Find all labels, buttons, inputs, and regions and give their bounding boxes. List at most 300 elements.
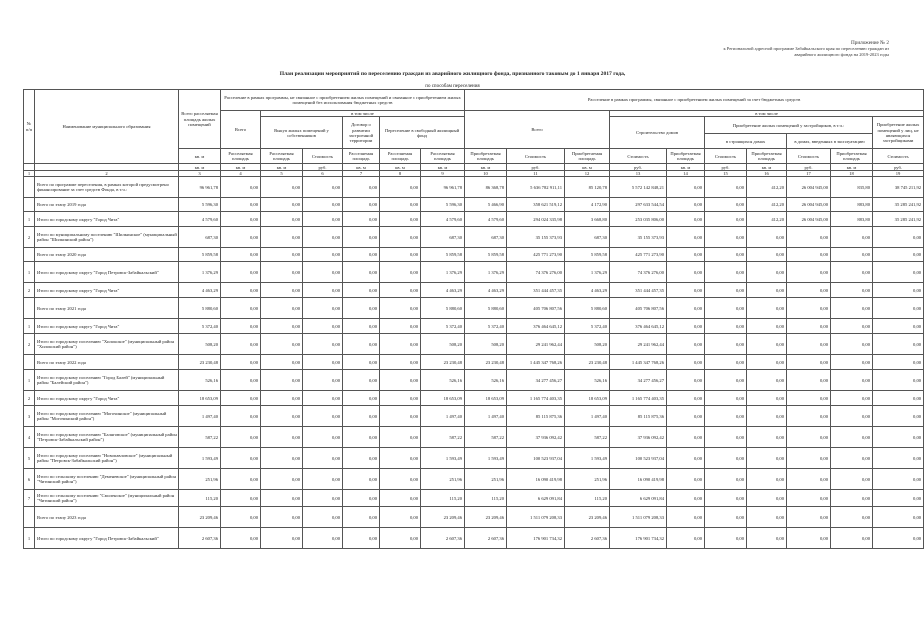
value-cell: 0,00 xyxy=(303,319,343,334)
value-cell: 0,00 xyxy=(221,177,261,198)
value-cell: 5 572 142 848,21 xyxy=(610,177,667,198)
value-cell: 0,00 xyxy=(705,248,747,262)
column-number: 10 xyxy=(465,171,507,177)
unit-cell: кв. м xyxy=(831,164,873,171)
header-a-own: Выкуп жилых помещений у собственников xyxy=(261,117,343,149)
row-number: 1 xyxy=(24,528,35,549)
value-cell: 0,00 xyxy=(343,212,380,227)
municipality-name: Итого по сельскому поселению "Деменевское" (муниципальный район "Читинский район") xyxy=(35,469,179,490)
column-number: 5 xyxy=(261,171,303,177)
header-cell: Расселяемая площадь xyxy=(380,149,421,164)
table-row xyxy=(24,177,924,198)
value-cell: 0,00 xyxy=(705,319,747,334)
value-cell: 0,00 xyxy=(873,528,924,549)
unit-cell: кв. м xyxy=(747,164,787,171)
value-cell: 0,00 xyxy=(261,227,303,248)
value-cell: 0,00 xyxy=(221,507,261,528)
value-cell: 0,00 xyxy=(380,198,421,212)
value-cell: 0,00 xyxy=(343,227,380,248)
value-cell: 0,00 xyxy=(831,370,873,391)
value-cell: 0,00 xyxy=(221,355,261,370)
value-cell: 0,00 xyxy=(705,406,747,427)
value-cell: 0,00 xyxy=(380,319,421,334)
value-cell: 5 880,60 xyxy=(421,298,465,319)
value-cell: 405 706 807,56 xyxy=(610,298,667,319)
value-cell: 23 230,48 xyxy=(565,355,610,370)
value-cell: 115,20 xyxy=(421,490,465,507)
value-cell: 23 209,46 xyxy=(179,507,221,528)
value-cell: 4 463,29 xyxy=(179,283,221,298)
row-number: 4 xyxy=(24,427,35,448)
header-cell: кв. м xyxy=(179,149,221,164)
value-cell: 0,00 xyxy=(343,507,380,528)
value-cell: 687,30 xyxy=(565,227,610,248)
value-cell: 0,00 xyxy=(787,391,831,406)
value-cell: 0,00 xyxy=(343,427,380,448)
value-cell: 1 593,49 xyxy=(179,448,221,469)
value-cell: 1 376,29 xyxy=(565,262,610,283)
value-cell: 0,00 xyxy=(705,212,747,227)
value-cell: 0,00 xyxy=(221,334,261,355)
municipality-name: Итого по городскому поселению "Баляговское" (муниципальный район "Петровск-Забайкальский район") xyxy=(35,427,179,448)
value-cell: 0,00 xyxy=(667,227,705,248)
value-cell: 0,00 xyxy=(261,490,303,507)
value-cell: 0,00 xyxy=(261,355,303,370)
value-cell: 0,00 xyxy=(787,283,831,298)
value-cell: 100 523 937,04 xyxy=(610,448,667,469)
row-number xyxy=(24,177,35,198)
value-cell: 4 579,60 xyxy=(465,212,507,227)
value-cell: 0,00 xyxy=(380,262,421,283)
value-cell: 687,30 xyxy=(465,227,507,248)
unit-cell: руб. xyxy=(507,164,565,171)
value-cell: 0,00 xyxy=(667,319,705,334)
value-cell: 0,00 xyxy=(873,355,924,370)
value-cell: 0,00 xyxy=(303,355,343,370)
value-cell: 0,00 xyxy=(380,391,421,406)
value-cell: 251,96 xyxy=(565,469,610,490)
value-cell: 0,00 xyxy=(787,334,831,355)
value-cell: 0,00 xyxy=(343,391,380,406)
value-cell: 376 464 645,12 xyxy=(610,319,667,334)
value-cell: 0,00 xyxy=(787,448,831,469)
value-cell: 0,00 xyxy=(747,334,787,355)
value-cell: 0,00 xyxy=(831,319,873,334)
column-number: 9 xyxy=(421,171,465,177)
unit-cell: руб. xyxy=(303,164,343,171)
value-cell: 18 653,09 xyxy=(465,391,507,406)
table-row xyxy=(24,370,924,391)
value-cell: 5 880,60 xyxy=(465,298,507,319)
value-cell: 4 579,60 xyxy=(421,212,465,227)
unit-cell: кв. м xyxy=(179,164,221,171)
row-number xyxy=(24,298,35,319)
row-number: 2 xyxy=(24,391,35,406)
value-cell: 0,00 xyxy=(831,355,873,370)
header-total-area: Всего расселяемая площадь жилых помещений xyxy=(179,90,221,149)
value-cell: 0,00 xyxy=(261,212,303,227)
value-cell: 34 277 456,27 xyxy=(507,370,565,391)
value-cell: 294 024 335,98 xyxy=(507,212,565,227)
value-cell: 0,00 xyxy=(343,334,380,355)
value-cell: 0,00 xyxy=(261,406,303,427)
value-cell: 0,00 xyxy=(221,448,261,469)
value-cell: 0,00 xyxy=(667,528,705,549)
value-cell: 0,00 xyxy=(747,262,787,283)
value-cell: 0,00 xyxy=(380,370,421,391)
value-cell: 0,00 xyxy=(873,406,924,427)
value-cell: 0,00 xyxy=(380,448,421,469)
value-cell: 883,80 xyxy=(831,198,873,212)
value-cell: 0,00 xyxy=(380,334,421,355)
value-cell: 0,00 xyxy=(787,406,831,427)
value-cell: 3 668,80 xyxy=(565,212,610,227)
value-cell: 23 230,48 xyxy=(465,355,507,370)
municipality-name: Итого по городскому поселению "Могочинское" (муниципальный район "Могочинский район") xyxy=(35,406,179,427)
municipality-name: Итого по городскому поселению "Город Балей" (муниципальный район "Балейский район") xyxy=(35,370,179,391)
value-cell: 0,00 xyxy=(873,391,924,406)
unit-cell: кв. м xyxy=(221,164,261,171)
value-cell: 1 165 774 403,35 xyxy=(610,391,667,406)
value-cell: 0,00 xyxy=(705,528,747,549)
value-cell: 0,00 xyxy=(831,391,873,406)
value-cell: 0,00 xyxy=(873,334,924,355)
value-cell: 0,00 xyxy=(747,490,787,507)
value-cell: 0,00 xyxy=(221,528,261,549)
value-cell: 526,16 xyxy=(421,370,465,391)
value-cell: 2 607,36 xyxy=(421,528,465,549)
value-cell: 0,00 xyxy=(261,334,303,355)
value-cell: 0,00 xyxy=(787,298,831,319)
value-cell: 0,00 xyxy=(705,355,747,370)
value-cell: 29 241 962,44 xyxy=(610,334,667,355)
value-cell: 0,00 xyxy=(873,490,924,507)
value-cell: 26 004 945,00 xyxy=(787,177,831,198)
value-cell: 0,00 xyxy=(831,283,873,298)
value-cell: 29 241 962,44 xyxy=(507,334,565,355)
value-cell: 0,00 xyxy=(303,212,343,227)
value-cell: 0,00 xyxy=(261,283,303,298)
value-cell: 0,00 xyxy=(831,469,873,490)
value-cell: 0,00 xyxy=(667,427,705,448)
value-cell: 0,00 xyxy=(787,227,831,248)
municipality-name: Итого по городскому округу "Город Чита" xyxy=(35,391,179,406)
value-cell: 176 901 734,32 xyxy=(507,528,565,549)
value-cell: 0,00 xyxy=(380,507,421,528)
value-cell: 0,00 xyxy=(380,469,421,490)
value-cell: 0,00 xyxy=(221,227,261,248)
value-cell: 0,00 xyxy=(705,490,747,507)
header-cell: Стоимость xyxy=(705,149,747,164)
value-cell: 5 859,58 xyxy=(465,248,507,262)
value-cell: 0,00 xyxy=(343,177,380,198)
value-cell: 0,00 xyxy=(303,406,343,427)
value-cell: 5 372,40 xyxy=(421,319,465,334)
unit-cell: кв. м xyxy=(380,164,421,171)
value-cell: 0,00 xyxy=(343,490,380,507)
value-cell: 0,00 xyxy=(873,283,924,298)
unit-cell: кв. м xyxy=(421,164,465,171)
value-cell: 0,00 xyxy=(343,283,380,298)
value-cell: 0,00 xyxy=(261,262,303,283)
value-cell: 0,00 xyxy=(343,262,380,283)
value-cell: 1 165 774 403,35 xyxy=(507,391,565,406)
value-cell: 0,00 xyxy=(787,469,831,490)
unit-cell: кв. м xyxy=(565,164,610,171)
value-cell: 526,16 xyxy=(465,370,507,391)
table-row xyxy=(24,391,924,406)
value-cell: 0,00 xyxy=(261,319,303,334)
value-cell: 5 880,60 xyxy=(179,298,221,319)
value-cell: 0,00 xyxy=(705,427,747,448)
table-row xyxy=(24,406,924,427)
appendix-label: Приложение № 2 xyxy=(851,40,889,46)
value-cell: 0,00 xyxy=(261,198,303,212)
value-cell: 0,00 xyxy=(747,319,787,334)
table-row xyxy=(24,448,924,469)
value-cell: 412,20 xyxy=(747,177,787,198)
value-cell: 508,20 xyxy=(179,334,221,355)
value-cell: 0,00 xyxy=(705,262,747,283)
value-cell: 0,00 xyxy=(747,406,787,427)
municipality-name: Итого по муниципальному поселению "Шилкинское" (муниципальный район "Шилкинский район") xyxy=(35,227,179,248)
row-number xyxy=(24,355,35,370)
municipality-name: Итого по городскому поселению "Хилокское" (муниципальный район "Хилокский район") xyxy=(35,334,179,355)
column-number: 13 xyxy=(610,171,667,177)
value-cell: 508,20 xyxy=(465,334,507,355)
value-cell: 587,22 xyxy=(565,427,610,448)
value-cell: 1 376,29 xyxy=(421,262,465,283)
value-cell: 0,00 xyxy=(747,507,787,528)
value-cell: 2 607,36 xyxy=(179,528,221,549)
value-cell: 0,00 xyxy=(831,490,873,507)
value-cell: 96 961,78 xyxy=(421,177,465,198)
value-cell: 0,00 xyxy=(831,262,873,283)
row-number: 6 xyxy=(24,469,35,490)
value-cell: 0,00 xyxy=(303,469,343,490)
value-cell: 86 368,78 xyxy=(465,177,507,198)
value-cell: 587,22 xyxy=(179,427,221,448)
value-cell: 0,00 xyxy=(705,370,747,391)
value-cell: 4 463,29 xyxy=(421,283,465,298)
value-cell: 0,00 xyxy=(667,406,705,427)
value-cell: 0,00 xyxy=(667,448,705,469)
value-cell: 5 466,90 xyxy=(465,198,507,212)
value-cell: 0,00 xyxy=(343,469,380,490)
value-cell: 0,00 xyxy=(787,427,831,448)
unit-cell: кв. м xyxy=(261,164,303,171)
value-cell: 883,80 xyxy=(831,212,873,227)
value-cell: 0,00 xyxy=(787,528,831,549)
table-row xyxy=(24,248,924,262)
value-cell: 0,00 xyxy=(747,283,787,298)
value-cell: 0,00 xyxy=(705,177,747,198)
value-cell: 0,00 xyxy=(667,298,705,319)
unit-cell: кв. м xyxy=(343,164,380,171)
column-number: 18 xyxy=(831,171,873,177)
value-cell: 0,00 xyxy=(873,298,924,319)
value-cell: 0,00 xyxy=(747,427,787,448)
value-cell: 1 593,49 xyxy=(465,448,507,469)
value-cell: 0,00 xyxy=(705,334,747,355)
value-cell: 100 523 937,04 xyxy=(507,448,565,469)
column-number: 6 xyxy=(303,171,343,177)
column-number: 12 xyxy=(565,171,610,177)
unit-cell: кв. м xyxy=(667,164,705,171)
value-cell: 0,00 xyxy=(261,177,303,198)
value-cell: 1 445 347 768,26 xyxy=(507,355,565,370)
value-cell: 18 653,09 xyxy=(179,391,221,406)
value-cell: 412,20 xyxy=(747,198,787,212)
value-cell: 0,00 xyxy=(667,262,705,283)
value-cell: 0,00 xyxy=(261,391,303,406)
value-cell: 0,00 xyxy=(303,283,343,298)
value-cell: 251,96 xyxy=(465,469,507,490)
value-cell: 0,00 xyxy=(873,319,924,334)
value-cell: 1 497,40 xyxy=(179,406,221,427)
value-cell: 425 771 273,90 xyxy=(507,248,565,262)
value-cell: 0,00 xyxy=(747,448,787,469)
value-cell: 0,00 xyxy=(747,391,787,406)
value-cell: 34 277 456,27 xyxy=(610,370,667,391)
value-cell: 0,00 xyxy=(873,507,924,528)
value-cell: 1 497,40 xyxy=(465,406,507,427)
header-cell: Приобретаемая площадь xyxy=(831,149,873,164)
row-number: 2 xyxy=(24,283,35,298)
table-body xyxy=(24,177,924,549)
value-cell: 1 497,40 xyxy=(421,406,465,427)
value-cell: 0,00 xyxy=(303,507,343,528)
value-cell: 5 596,30 xyxy=(179,198,221,212)
value-cell: 1 376,29 xyxy=(179,262,221,283)
column-number: 4 xyxy=(221,171,261,177)
value-cell: 0,00 xyxy=(221,248,261,262)
value-cell: 0,00 xyxy=(261,248,303,262)
value-cell: 251,96 xyxy=(179,469,221,490)
value-cell: 1 497,40 xyxy=(565,406,610,427)
table-row xyxy=(24,262,924,283)
value-cell: 0,00 xyxy=(787,370,831,391)
value-cell: 1 445 347 768,26 xyxy=(610,355,667,370)
municipality-name: Всего по этапу 2020 года xyxy=(35,248,179,262)
value-cell: 0,00 xyxy=(747,248,787,262)
column-number: 1 xyxy=(24,171,35,177)
header-b-total: Всего xyxy=(465,111,610,149)
value-cell: 0,00 xyxy=(221,370,261,391)
value-cell: 0,00 xyxy=(343,355,380,370)
value-cell: 74 376 276,00 xyxy=(610,262,667,283)
unit-cell: руб. xyxy=(705,164,747,171)
column-number: 17 xyxy=(787,171,831,177)
value-cell: 0,00 xyxy=(303,334,343,355)
value-cell: 0,00 xyxy=(705,198,747,212)
municipality-name: Итого по городскому округу "Город Чита" xyxy=(35,212,179,227)
value-cell: 0,00 xyxy=(831,427,873,448)
municipality-name: Итого по сельскому поселению "Смоленское" (муниципальный район "Читинский район") xyxy=(35,490,179,507)
value-cell: 0,00 xyxy=(221,262,261,283)
value-cell: 587,22 xyxy=(421,427,465,448)
value-cell: 0,00 xyxy=(380,528,421,549)
value-cell: 2 607,36 xyxy=(465,528,507,549)
header-number: № п/п xyxy=(24,90,35,164)
value-cell: 4 579,60 xyxy=(179,212,221,227)
value-cell: 6 629 091,84 xyxy=(507,490,565,507)
value-cell: 0,00 xyxy=(873,262,924,283)
value-cell: 26 004 945,00 xyxy=(787,212,831,227)
units-row xyxy=(24,164,924,171)
appendix-note xyxy=(669,40,889,58)
value-cell: 0,00 xyxy=(705,507,747,528)
value-cell: 5 859,58 xyxy=(179,248,221,262)
value-cell: 0,00 xyxy=(380,298,421,319)
value-cell: 0,00 xyxy=(831,507,873,528)
value-cell: 0,00 xyxy=(787,507,831,528)
value-cell: 0,00 xyxy=(873,370,924,391)
value-cell: 0,00 xyxy=(667,370,705,391)
header-a-total: Всего xyxy=(221,111,261,149)
value-cell: 0,00 xyxy=(705,298,747,319)
unit-cell: руб. xyxy=(873,164,924,171)
header-cell: Расселяемая площадь xyxy=(261,149,303,164)
value-cell: 96 961,78 xyxy=(179,177,221,198)
value-cell: 0,00 xyxy=(221,427,261,448)
value-cell: 0,00 xyxy=(747,528,787,549)
value-cell: 0,00 xyxy=(380,283,421,298)
value-cell: 35 285 241,92 xyxy=(873,212,924,227)
column-number: 14 xyxy=(667,171,705,177)
column-number: 8 xyxy=(380,171,421,177)
value-cell: 85 120,78 xyxy=(565,177,610,198)
value-cell: 1 511 079 208,33 xyxy=(507,507,565,528)
unit-cell: кв. м xyxy=(465,164,507,171)
municipality-name: Итого по городскому округу "Город Петровск-Забайкальский" xyxy=(35,528,179,549)
value-cell: 37 936 092,42 xyxy=(507,427,565,448)
value-cell: 0,00 xyxy=(303,298,343,319)
header-cell: Стоимость xyxy=(787,149,831,164)
municipality-name: Итого по городскому округу "Город Петровск-Забайкальский" xyxy=(35,262,179,283)
value-cell: 687,30 xyxy=(179,227,221,248)
value-cell: 38 745 211,92 xyxy=(873,177,924,198)
value-cell: 0,00 xyxy=(831,334,873,355)
value-cell: 0,00 xyxy=(667,391,705,406)
row-number: 5 xyxy=(24,448,35,469)
table-row xyxy=(24,334,924,355)
header-cell: Расселяемая площадь xyxy=(343,149,380,164)
value-cell: 0,00 xyxy=(343,448,380,469)
value-cell: 0,00 xyxy=(831,298,873,319)
value-cell: 5 859,58 xyxy=(421,248,465,262)
value-cell: 0,00 xyxy=(303,227,343,248)
value-cell: 0,00 xyxy=(831,528,873,549)
column-number: 7 xyxy=(343,171,380,177)
header-b-incl: в том числе xyxy=(610,111,924,117)
value-cell: 0,00 xyxy=(343,198,380,212)
value-cell: 0,00 xyxy=(303,528,343,549)
table-row xyxy=(24,528,924,549)
value-cell: 0,00 xyxy=(787,248,831,262)
row-number: 1 xyxy=(24,262,35,283)
value-cell: 351 444 457,35 xyxy=(507,283,565,298)
table-row xyxy=(24,227,924,248)
value-cell: 0,00 xyxy=(221,198,261,212)
value-cell: 5 859,58 xyxy=(565,248,610,262)
value-cell: 0,00 xyxy=(667,469,705,490)
value-cell: 0,00 xyxy=(343,528,380,549)
value-cell: 35 285 241,92 xyxy=(873,198,924,212)
value-cell: 508,20 xyxy=(421,334,465,355)
value-cell: 23 230,48 xyxy=(421,355,465,370)
value-cell: 0,00 xyxy=(303,198,343,212)
